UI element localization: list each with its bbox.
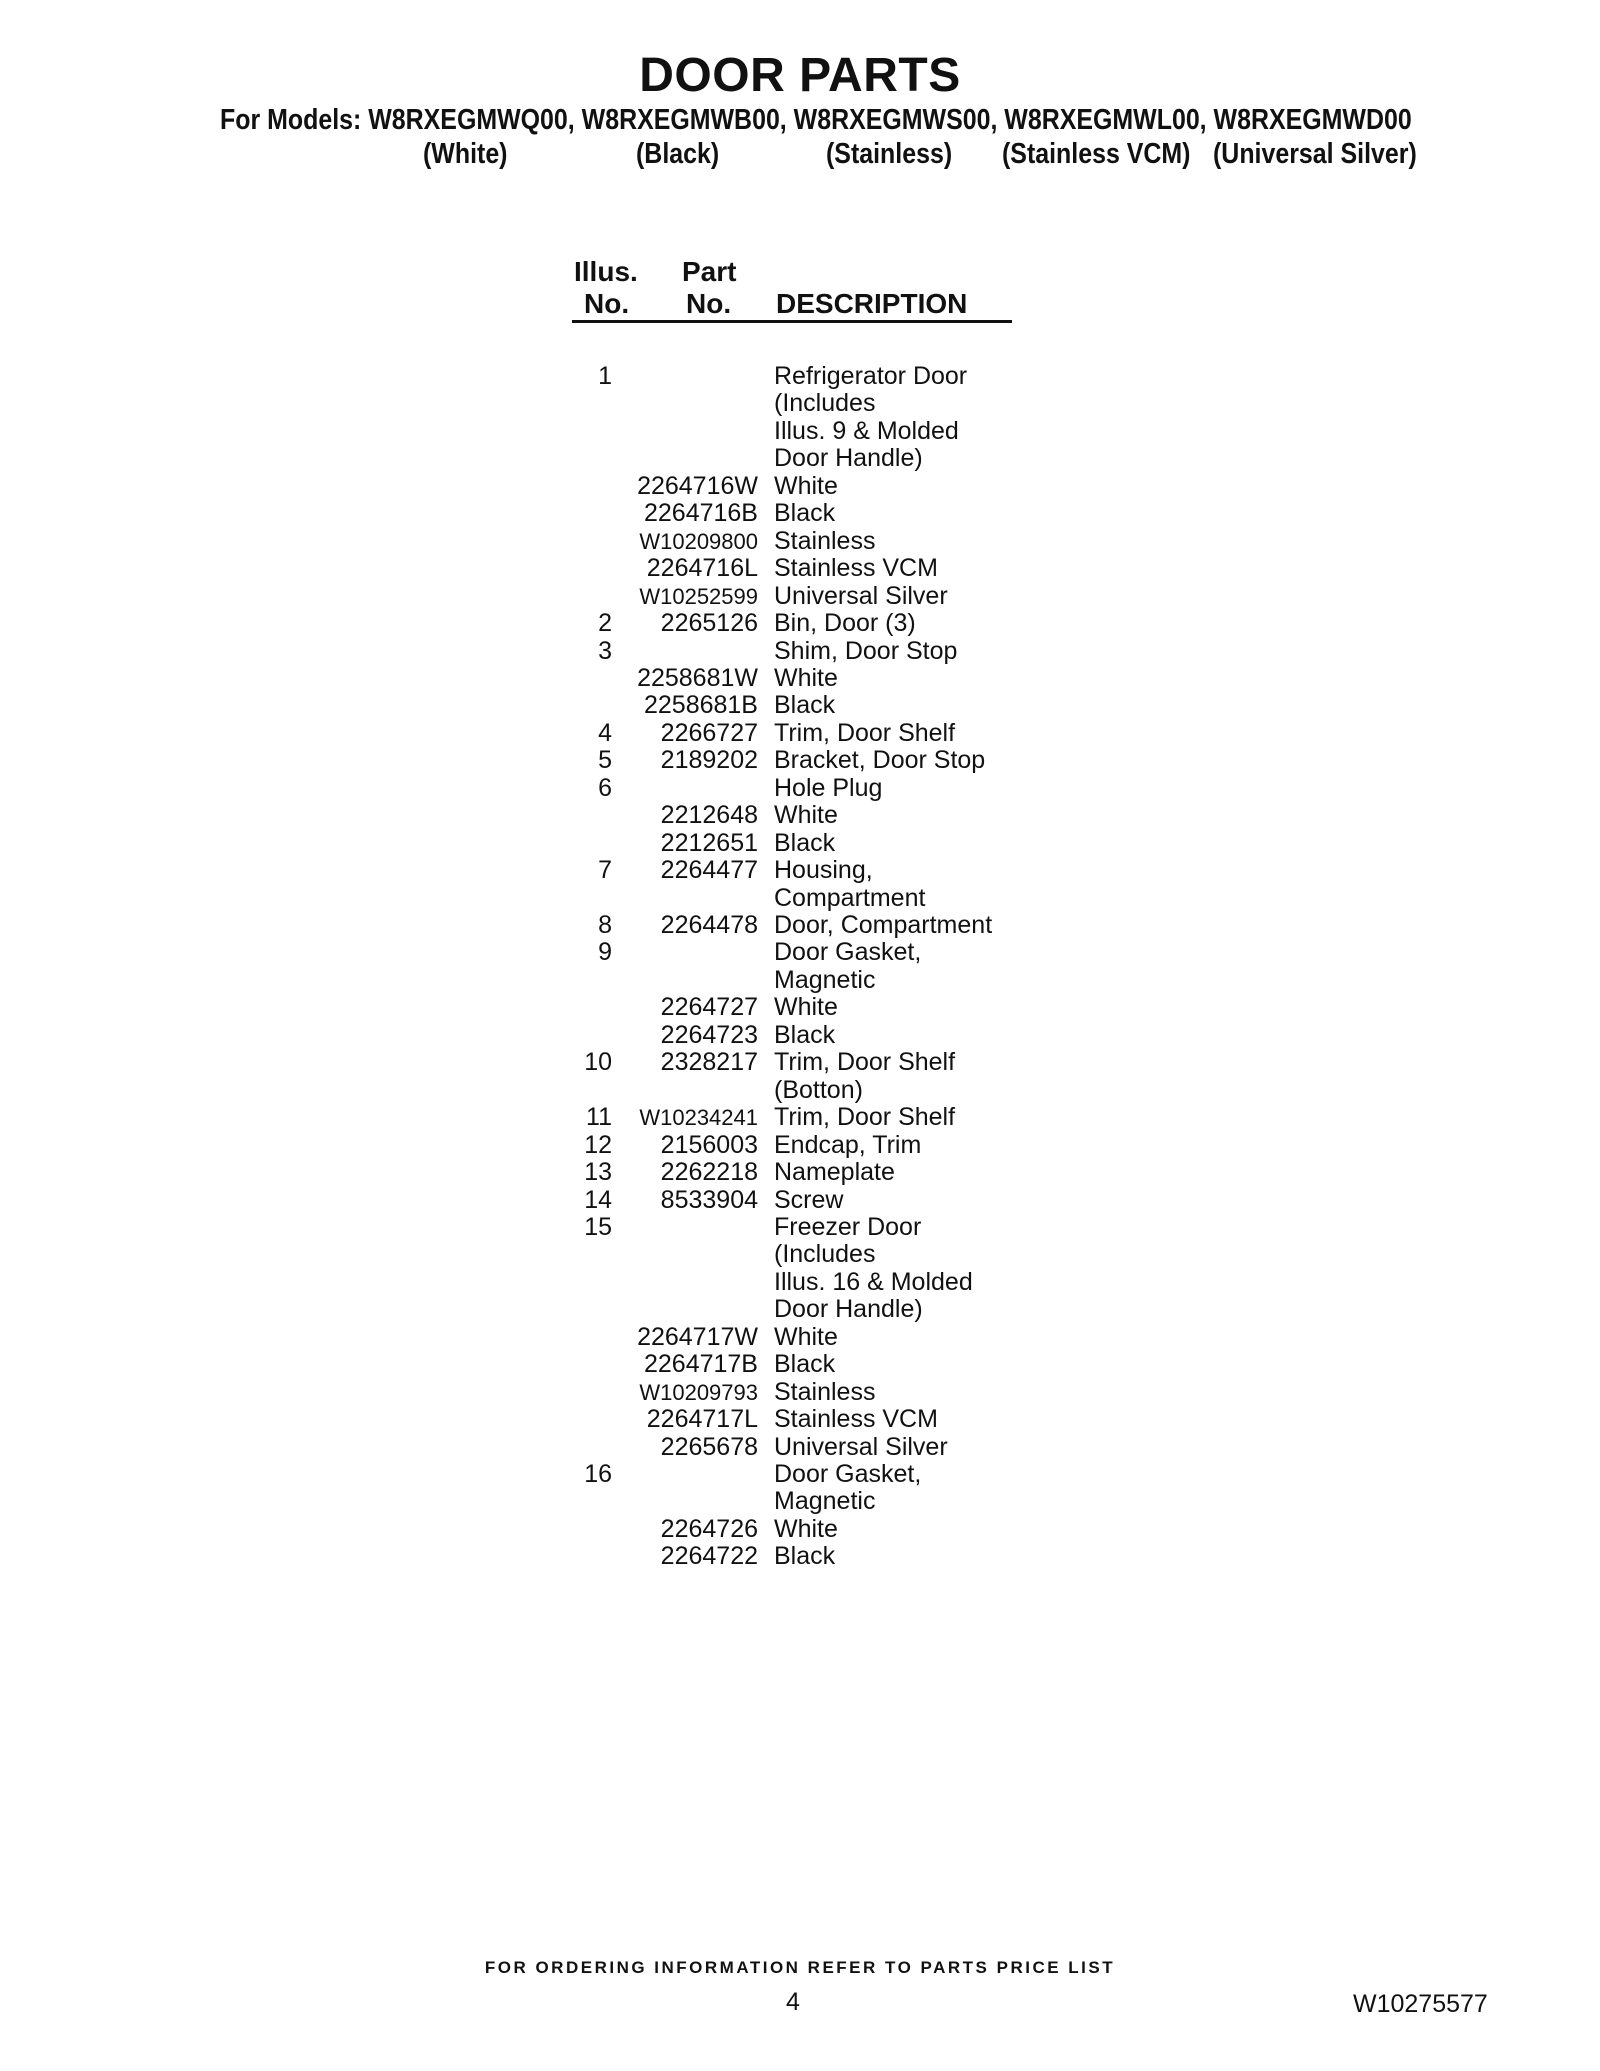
illus-number: 12 <box>584 1130 612 1159</box>
header-part-line1: Part <box>682 256 737 287</box>
table-row <box>0 389 1600 416</box>
table-row <box>0 499 1600 526</box>
part-description: (Botton) <box>774 1075 863 1104</box>
part-description: White <box>774 1322 838 1351</box>
table-row <box>0 884 1600 911</box>
part-description: Illus. 9 & Molded <box>774 416 959 445</box>
document-number: W10275577 <box>1353 1990 1488 2018</box>
table-row <box>0 554 1600 581</box>
part-number: 2212648 <box>660 801 758 830</box>
variant-label: (Universal Silver) <box>1213 138 1417 170</box>
part-number: W10234241 <box>639 1105 758 1131</box>
header-part-line2: No. <box>686 288 732 319</box>
part-description: Screw <box>774 1185 844 1214</box>
part-description: Hole Plug <box>774 773 883 802</box>
part-number: 2264727 <box>660 993 758 1022</box>
part-description: Door Gasket, <box>774 1460 922 1488</box>
page-title: DOOR PARTS <box>639 49 961 102</box>
table-row <box>0 1213 1600 1240</box>
part-description: Magnetic <box>774 965 876 994</box>
part-number: 2264717B <box>643 1350 758 1379</box>
part-number: 2266727 <box>660 718 758 747</box>
part-number: 2212651 <box>660 828 758 857</box>
part-number: 2264723 <box>660 1020 758 1049</box>
illus-number: 2 <box>598 609 612 638</box>
part-number: 2264717L <box>646 1405 758 1434</box>
illus-number: 3 <box>598 636 612 665</box>
part-description: White <box>774 471 838 500</box>
part-description: Black <box>774 1350 836 1379</box>
part-description: Housing, <box>774 856 873 885</box>
table-row <box>0 1295 1600 1322</box>
part-description: Black <box>774 691 836 720</box>
part-description: Shim, Door Stop <box>774 636 958 665</box>
illus-number: 4 <box>598 718 612 747</box>
part-description: Stainless VCM <box>774 554 938 583</box>
part-number: W10209793 <box>639 1379 758 1405</box>
part-description: Nameplate <box>774 1158 895 1187</box>
table-row <box>0 938 1600 965</box>
illus-number: 10 <box>584 1048 612 1077</box>
part-description: (Includes <box>774 1240 876 1269</box>
part-number: 2264716B <box>643 499 758 528</box>
part-description: Door Handle) <box>774 1295 923 1324</box>
table-row <box>0 966 1600 993</box>
part-description: Black <box>774 1542 836 1571</box>
table-row <box>0 472 1600 499</box>
part-description: Bin, Door (3) <box>774 609 916 638</box>
variant-label: (Stainless) <box>826 138 953 170</box>
part-number: 2264477 <box>660 856 758 885</box>
part-number: 2262218 <box>660 1158 758 1187</box>
table-row <box>0 1076 1600 1103</box>
header-illus-line2: No. <box>584 288 630 319</box>
part-description: Universal Silver <box>774 1432 948 1461</box>
table-row <box>0 444 1600 471</box>
part-number: 2258681W <box>637 663 758 692</box>
part-description: Stainless <box>774 526 876 555</box>
table-row <box>0 664 1600 691</box>
table-row <box>0 719 1600 746</box>
table-row <box>0 609 1600 636</box>
part-number: 2265678 <box>660 1432 758 1461</box>
part-description: Stainless VCM <box>774 1405 938 1434</box>
table-row <box>0 1131 1600 1158</box>
table-row <box>0 774 1600 801</box>
part-description: Door Handle) <box>774 444 923 473</box>
part-number: 2156003 <box>660 1130 758 1159</box>
table-row <box>0 746 1600 773</box>
part-number: W10209800 <box>639 528 758 554</box>
part-number: 8533904 <box>660 1185 758 1214</box>
part-number: W10252599 <box>639 583 758 609</box>
part-number: 2264478 <box>660 911 758 939</box>
table-row <box>0 417 1600 444</box>
table-row <box>0 1378 1600 1405</box>
illus-number: 16 <box>584 1460 612 1488</box>
part-description: White <box>774 801 838 830</box>
illus-number: 14 <box>584 1185 612 1214</box>
illus-number: 5 <box>598 746 612 775</box>
table-row <box>0 582 1600 609</box>
table-row <box>0 1240 1600 1267</box>
part-number: 2189202 <box>660 746 758 775</box>
part-description: (Includes <box>774 389 876 418</box>
table-row <box>0 1433 1600 1460</box>
part-description: Black <box>774 499 836 528</box>
table-row <box>0 1542 1600 1569</box>
table-row <box>0 993 1600 1020</box>
part-description: Door, Compartment <box>774 911 993 939</box>
part-description: Trim, Door Shelf <box>774 718 956 747</box>
part-description: Refrigerator Door <box>774 362 968 390</box>
part-description: Illus. 16 & Molded <box>774 1267 973 1296</box>
part-number: 2328217 <box>660 1048 758 1077</box>
part-description: Black <box>774 828 836 857</box>
part-description: Trim, Door Shelf <box>774 1103 956 1132</box>
illus-number: 13 <box>584 1158 612 1187</box>
table-row <box>0 1021 1600 1048</box>
part-description: Freezer Door <box>774 1212 922 1241</box>
part-description: Black <box>774 1020 836 1049</box>
page-number: 4 <box>786 1988 800 2016</box>
part-description: White <box>774 663 838 692</box>
part-description: Trim, Door Shelf <box>774 1048 956 1077</box>
part-description: Endcap, Trim <box>774 1130 922 1159</box>
illus-number: 15 <box>584 1212 612 1241</box>
part-description: Bracket, Door Stop <box>774 746 986 775</box>
part-number: 2264716L <box>646 554 758 583</box>
ordering-note: FOR ORDERING INFORMATION REFER TO PARTS PRICE LIST <box>484 1958 1116 1977</box>
variant-label: (Black) <box>636 138 720 170</box>
part-number: 2265126 <box>660 609 758 638</box>
table-row <box>0 1158 1600 1185</box>
header-illus-line1: Illus. <box>574 256 638 287</box>
variant-label: (White) <box>423 138 508 170</box>
part-number: 2264726 <box>660 1514 758 1543</box>
part-description: Magnetic <box>774 1487 876 1516</box>
part-description: Stainless <box>774 1377 876 1406</box>
table-row <box>0 1323 1600 1350</box>
part-description: White <box>774 993 838 1022</box>
part-description: White <box>774 1514 838 1543</box>
part-number: 2264716W <box>637 471 758 500</box>
model-variants <box>0 138 1600 174</box>
illus-number: 6 <box>598 773 612 802</box>
table-row <box>0 1487 1600 1514</box>
part-number: 2264722 <box>660 1542 758 1571</box>
part-description: Universal Silver <box>774 581 948 610</box>
table-row <box>0 911 1600 938</box>
models-line: For Models: W8RXEGMWQ00, W8RXEGMWB00, W8RXEGMWS00, W8RXEGMWL00, W8RXEGMWD00 <box>220 104 1412 136</box>
table-row <box>0 1048 1600 1075</box>
table-row <box>0 1103 1600 1130</box>
table-row <box>0 1460 1600 1487</box>
table-row <box>0 829 1600 856</box>
part-description: Door Gasket, <box>774 938 922 967</box>
illus-number: 1 <box>598 362 612 390</box>
table-row <box>0 1186 1600 1213</box>
part-description: Compartment <box>774 883 926 912</box>
table-row <box>0 527 1600 554</box>
header-rule <box>572 320 1012 323</box>
header-description: DESCRIPTION <box>776 288 968 319</box>
table-row <box>0 1515 1600 1542</box>
part-number: 2264717W <box>637 1322 758 1351</box>
part-number: 2258681B <box>643 691 758 720</box>
table-row <box>0 1350 1600 1377</box>
illus-number: 11 <box>586 1103 612 1132</box>
illus-number: 9 <box>598 938 612 967</box>
table-row <box>0 637 1600 664</box>
table-row <box>0 856 1600 883</box>
table-row <box>0 691 1600 718</box>
table-row <box>0 1268 1600 1295</box>
illus-number: 7 <box>598 856 612 885</box>
table-row <box>0 1405 1600 1432</box>
table-row <box>0 362 1600 389</box>
illus-number: 8 <box>598 911 612 939</box>
table-row <box>0 801 1600 828</box>
variant-label: (Stainless VCM) <box>1002 138 1191 170</box>
